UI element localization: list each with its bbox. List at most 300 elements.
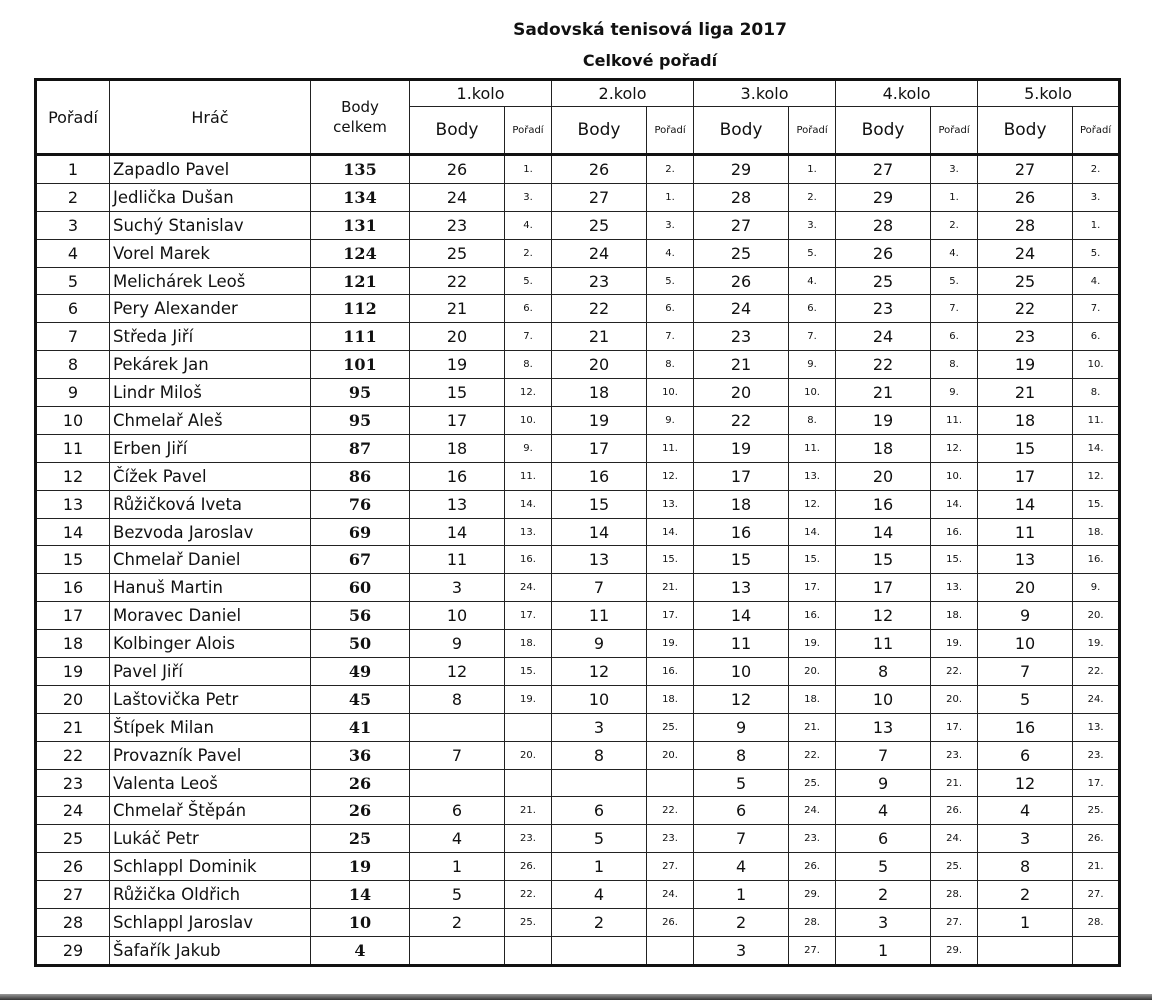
round-3-rank-cell: 29.	[789, 881, 836, 909]
round-3-points-cell: 6	[694, 797, 789, 825]
round-4-rank-cell: 29.	[931, 936, 978, 965]
round-5-rank-cell: 24.	[1073, 685, 1120, 713]
total-points-cell: 19	[311, 853, 410, 881]
total-points-cell: 4	[311, 936, 410, 965]
player-name-cell: Kolbinger Alois	[110, 630, 311, 658]
round-4-rank-cell: 25.	[931, 853, 978, 881]
round-3-points-cell: 14	[694, 602, 789, 630]
player-name-cell: Chmelař Aleš	[110, 407, 311, 435]
round-1-rank-cell: 1.	[505, 155, 552, 184]
round-1-points-cell: 7	[410, 741, 505, 769]
header-round-2: 2.kolo	[552, 80, 694, 107]
round-3-points-cell: 13	[694, 574, 789, 602]
round-4-points-cell: 20	[836, 462, 931, 490]
round-1-rank-cell: 26.	[505, 853, 552, 881]
round-3-points-cell: 17	[694, 462, 789, 490]
round-3-rank-cell: 11.	[789, 434, 836, 462]
total-points-cell: 101	[311, 351, 410, 379]
header-total-line1: Body	[341, 97, 379, 116]
round-3-rank-cell: 26.	[789, 853, 836, 881]
table-row	[36, 183, 1120, 211]
round-5-rank-cell	[1073, 936, 1120, 965]
round-1-points-cell: 21	[410, 295, 505, 323]
round-5-points-cell	[978, 936, 1073, 965]
table-row	[36, 630, 1120, 658]
page-subtitle: Celkové pořadí	[582, 51, 718, 70]
round-5-rank-cell: 22.	[1073, 658, 1120, 686]
round-5-points-cell: 18	[978, 407, 1073, 435]
table-row	[36, 490, 1120, 518]
round-4-points-cell: 3	[836, 909, 931, 937]
header-row-rounds	[36, 80, 1120, 107]
round-1-rank-cell: 14.	[505, 490, 552, 518]
round-1-rank-cell: 9.	[505, 434, 552, 462]
table-row	[36, 239, 1120, 267]
round-3-rank-cell: 20.	[789, 658, 836, 686]
rank-cell: 12	[36, 462, 110, 490]
round-4-points-cell: 4	[836, 797, 931, 825]
table-row	[36, 658, 1120, 686]
round-3-points-cell: 18	[694, 490, 789, 518]
round-2-points-cell: 24	[552, 239, 647, 267]
table-row	[36, 769, 1120, 797]
round-2-points-cell: 27	[552, 183, 647, 211]
round-1-points-cell: 25	[410, 239, 505, 267]
round-1-rank-cell: 23.	[505, 825, 552, 853]
rank-cell: 9	[36, 379, 110, 407]
header-round-1-points: Body	[410, 107, 505, 155]
round-3-rank-cell: 23.	[789, 825, 836, 853]
rank-cell: 6	[36, 295, 110, 323]
round-2-points-cell: 4	[552, 881, 647, 909]
round-1-points-cell: 24	[410, 183, 505, 211]
table-row	[36, 518, 1120, 546]
round-2-points-cell: 14	[552, 518, 647, 546]
round-3-rank-cell: 28.	[789, 909, 836, 937]
round-3-points-cell: 15	[694, 546, 789, 574]
round-3-rank-cell: 4.	[789, 267, 836, 295]
round-2-points-cell: 1	[552, 853, 647, 881]
round-2-rank-cell: 14.	[647, 518, 694, 546]
round-1-points-cell: 15	[410, 379, 505, 407]
round-3-points-cell: 21	[694, 351, 789, 379]
round-4-points-cell: 5	[836, 853, 931, 881]
rank-cell: 28	[36, 909, 110, 937]
rank-cell: 8	[36, 351, 110, 379]
total-points-cell: 111	[311, 323, 410, 351]
round-4-rank-cell: 23.	[931, 741, 978, 769]
round-4-rank-cell: 5.	[931, 267, 978, 295]
standings-table	[34, 78, 1121, 967]
round-4-points-cell: 28	[836, 211, 931, 239]
round-4-rank-cell: 20.	[931, 685, 978, 713]
rank-cell: 15	[36, 546, 110, 574]
rank-cell: 26	[36, 853, 110, 881]
round-2-rank-cell: 8.	[647, 351, 694, 379]
rank-cell: 20	[36, 685, 110, 713]
total-points-cell: 124	[311, 239, 410, 267]
header-round-3: 3.kolo	[694, 80, 836, 107]
player-name-cell: Středa Jiří	[110, 323, 311, 351]
round-2-rank-cell: 11.	[647, 434, 694, 462]
round-3-rank-cell: 10.	[789, 379, 836, 407]
header-total	[311, 80, 410, 155]
round-5-points-cell: 28	[978, 211, 1073, 239]
rank-cell: 2	[36, 183, 110, 211]
round-3-points-cell: 9	[694, 713, 789, 741]
round-4-points-cell: 1	[836, 936, 931, 965]
round-5-points-cell: 3	[978, 825, 1073, 853]
total-points-cell: 95	[311, 407, 410, 435]
round-5-points-cell: 4	[978, 797, 1073, 825]
round-3-points-cell: 1	[694, 881, 789, 909]
round-5-rank-cell: 16.	[1073, 546, 1120, 574]
rank-cell: 10	[36, 407, 110, 435]
round-5-rank-cell: 8.	[1073, 379, 1120, 407]
round-3-rank-cell: 19.	[789, 630, 836, 658]
round-3-points-cell: 24	[694, 295, 789, 323]
round-5-rank-cell: 9.	[1073, 574, 1120, 602]
total-points-cell: 36	[311, 741, 410, 769]
round-2-points-cell: 2	[552, 909, 647, 937]
round-1-rank-cell	[505, 713, 552, 741]
rank-cell: 29	[36, 936, 110, 965]
round-4-points-cell: 8	[836, 658, 931, 686]
rank-cell: 17	[36, 602, 110, 630]
rank-cell: 4	[36, 239, 110, 267]
round-5-points-cell: 7	[978, 658, 1073, 686]
bottom-edge-bar	[0, 994, 1152, 1000]
round-2-rank-cell: 19.	[647, 630, 694, 658]
round-1-points-cell: 1	[410, 853, 505, 881]
round-5-points-cell: 20	[978, 574, 1073, 602]
round-1-points-cell: 12	[410, 658, 505, 686]
total-points-cell: 50	[311, 630, 410, 658]
round-5-rank-cell: 15.	[1073, 490, 1120, 518]
round-4-rank-cell: 12.	[931, 434, 978, 462]
round-1-rank-cell: 15.	[505, 658, 552, 686]
round-2-points-cell: 5	[552, 825, 647, 853]
rank-cell: 11	[36, 434, 110, 462]
round-5-points-cell: 26	[978, 183, 1073, 211]
rank-cell: 3	[36, 211, 110, 239]
round-5-points-cell: 21	[978, 379, 1073, 407]
round-4-rank-cell: 22.	[931, 658, 978, 686]
round-5-points-cell: 5	[978, 685, 1073, 713]
table-row	[36, 741, 1120, 769]
round-4-rank-cell: 2.	[931, 211, 978, 239]
total-points-cell: 131	[311, 211, 410, 239]
round-4-rank-cell: 28.	[931, 881, 978, 909]
round-4-rank-cell: 6.	[931, 323, 978, 351]
player-name-cell: Schlappl Jaroslav	[110, 909, 311, 937]
round-3-rank-cell: 27.	[789, 936, 836, 965]
player-name-cell: Pery Alexander	[110, 295, 311, 323]
round-3-points-cell: 4	[694, 853, 789, 881]
round-1-points-cell	[410, 769, 505, 797]
round-1-points-cell: 10	[410, 602, 505, 630]
table-row	[36, 434, 1120, 462]
round-3-points-cell: 22	[694, 407, 789, 435]
player-name-cell: Šafařík Jakub	[110, 936, 311, 965]
player-name-cell: Chmelař Štěpán	[110, 797, 311, 825]
rank-cell: 14	[36, 518, 110, 546]
table-row	[36, 685, 1120, 713]
round-4-points-cell: 16	[836, 490, 931, 518]
round-4-rank-cell: 24.	[931, 825, 978, 853]
table-row	[36, 602, 1120, 630]
round-1-rank-cell: 6.	[505, 295, 552, 323]
round-5-rank-cell: 19.	[1073, 630, 1120, 658]
player-name-cell: Provazník Pavel	[110, 741, 311, 769]
rank-cell: 21	[36, 713, 110, 741]
table-row	[36, 713, 1120, 741]
round-5-rank-cell: 17.	[1073, 769, 1120, 797]
round-5-rank-cell: 14.	[1073, 434, 1120, 462]
player-name-cell: Pekárek Jan	[110, 351, 311, 379]
round-5-rank-cell: 18.	[1073, 518, 1120, 546]
round-1-points-cell: 6	[410, 797, 505, 825]
round-3-rank-cell: 15.	[789, 546, 836, 574]
round-2-rank-cell: 24.	[647, 881, 694, 909]
header-round-4-rank: Pořadí	[931, 107, 978, 155]
round-1-rank-cell: 21.	[505, 797, 552, 825]
round-3-rank-cell: 2.	[789, 183, 836, 211]
round-4-rank-cell: 18.	[931, 602, 978, 630]
round-4-rank-cell: 11.	[931, 407, 978, 435]
round-2-points-cell: 20	[552, 351, 647, 379]
total-points-cell: 45	[311, 685, 410, 713]
table-row	[36, 351, 1120, 379]
round-1-rank-cell: 19.	[505, 685, 552, 713]
round-1-rank-cell: 8.	[505, 351, 552, 379]
round-4-rank-cell: 26.	[931, 797, 978, 825]
total-points-cell: 76	[311, 490, 410, 518]
round-1-points-cell: 14	[410, 518, 505, 546]
table-row	[36, 574, 1120, 602]
round-1-rank-cell: 18.	[505, 630, 552, 658]
round-3-points-cell: 2	[694, 909, 789, 937]
rank-cell: 27	[36, 881, 110, 909]
round-2-rank-cell: 2.	[647, 155, 694, 184]
round-2-points-cell: 17	[552, 434, 647, 462]
round-2-rank-cell: 17.	[647, 602, 694, 630]
round-2-points-cell: 16	[552, 462, 647, 490]
round-3-points-cell: 8	[694, 741, 789, 769]
player-name-cell: Vorel Marek	[110, 239, 311, 267]
round-4-points-cell: 6	[836, 825, 931, 853]
player-name-cell: Čížek Pavel	[110, 462, 311, 490]
round-4-points-cell: 23	[836, 295, 931, 323]
round-5-rank-cell: 11.	[1073, 407, 1120, 435]
total-points-cell: 25	[311, 825, 410, 853]
round-1-rank-cell	[505, 936, 552, 965]
page-title: Sadovská tenisová liga 2017	[513, 20, 787, 40]
round-3-points-cell: 19	[694, 434, 789, 462]
table-row	[36, 211, 1120, 239]
player-name-cell: Chmelař Daniel	[110, 546, 311, 574]
round-1-points-cell: 11	[410, 546, 505, 574]
round-2-points-cell: 18	[552, 379, 647, 407]
round-4-points-cell: 11	[836, 630, 931, 658]
rank-cell: 13	[36, 490, 110, 518]
table-row	[36, 853, 1120, 881]
header-round-1-rank: Pořadí	[505, 107, 552, 155]
header-total-line2: celkem	[333, 118, 387, 136]
table-row	[36, 407, 1120, 435]
round-4-points-cell: 9	[836, 769, 931, 797]
total-points-cell: 26	[311, 769, 410, 797]
round-4-rank-cell: 10.	[931, 462, 978, 490]
round-2-points-cell: 3	[552, 713, 647, 741]
player-name-cell: Lindr Miloš	[110, 379, 311, 407]
round-2-rank-cell: 25.	[647, 713, 694, 741]
round-2-points-cell: 19	[552, 407, 647, 435]
round-5-points-cell: 13	[978, 546, 1073, 574]
round-1-rank-cell: 10.	[505, 407, 552, 435]
player-name-cell: Erben Jiří	[110, 434, 311, 462]
round-4-rank-cell: 17.	[931, 713, 978, 741]
round-5-rank-cell: 12.	[1073, 462, 1120, 490]
round-2-points-cell: 9	[552, 630, 647, 658]
round-1-points-cell: 2	[410, 909, 505, 937]
table-row	[36, 797, 1120, 825]
header-round-3-rank: Pořadí	[789, 107, 836, 155]
round-5-points-cell: 27	[978, 155, 1073, 184]
round-2-points-cell: 23	[552, 267, 647, 295]
round-4-rank-cell: 21.	[931, 769, 978, 797]
round-3-points-cell: 25	[694, 239, 789, 267]
round-5-points-cell: 22	[978, 295, 1073, 323]
table-row	[36, 295, 1120, 323]
total-points-cell: 87	[311, 434, 410, 462]
rank-cell: 16	[36, 574, 110, 602]
table-row	[36, 155, 1120, 184]
round-5-points-cell: 9	[978, 602, 1073, 630]
round-5-points-cell: 23	[978, 323, 1073, 351]
round-5-points-cell: 16	[978, 713, 1073, 741]
round-4-rank-cell: 8.	[931, 351, 978, 379]
round-1-rank-cell: 2.	[505, 239, 552, 267]
round-5-rank-cell: 23.	[1073, 741, 1120, 769]
round-1-points-cell: 19	[410, 351, 505, 379]
round-4-rank-cell: 13.	[931, 574, 978, 602]
rank-cell: 22	[36, 741, 110, 769]
round-2-points-cell: 15	[552, 490, 647, 518]
round-2-rank-cell: 15.	[647, 546, 694, 574]
round-1-points-cell: 26	[410, 155, 505, 184]
header-round-2-rank: Pořadí	[647, 107, 694, 155]
round-2-points-cell: 11	[552, 602, 647, 630]
round-2-rank-cell: 3.	[647, 211, 694, 239]
round-4-points-cell: 14	[836, 518, 931, 546]
round-3-rank-cell: 13.	[789, 462, 836, 490]
round-3-points-cell: 26	[694, 267, 789, 295]
round-5-points-cell: 10	[978, 630, 1073, 658]
round-4-points-cell: 7	[836, 741, 931, 769]
round-2-points-cell: 25	[552, 211, 647, 239]
round-2-points-cell: 7	[552, 574, 647, 602]
round-3-rank-cell: 25.	[789, 769, 836, 797]
standings-body	[36, 155, 1120, 966]
round-5-points-cell: 19	[978, 351, 1073, 379]
round-3-points-cell: 12	[694, 685, 789, 713]
round-2-points-cell	[552, 936, 647, 965]
round-1-rank-cell: 5.	[505, 267, 552, 295]
round-5-rank-cell: 20.	[1073, 602, 1120, 630]
round-3-rank-cell: 21.	[789, 713, 836, 741]
header-round-1: 1.kolo	[410, 80, 552, 107]
round-2-rank-cell: 7.	[647, 323, 694, 351]
total-points-cell: 121	[311, 267, 410, 295]
round-5-rank-cell: 28.	[1073, 909, 1120, 937]
round-2-rank-cell: 1.	[647, 183, 694, 211]
round-2-rank-cell: 5.	[647, 267, 694, 295]
total-points-cell: 26	[311, 797, 410, 825]
total-points-cell: 86	[311, 462, 410, 490]
round-4-rank-cell: 1.	[931, 183, 978, 211]
round-2-rank-cell: 6.	[647, 295, 694, 323]
player-name-cell: Růžičková Iveta	[110, 490, 311, 518]
table-row	[36, 546, 1120, 574]
player-name-cell: Lukáč Petr	[110, 825, 311, 853]
round-3-rank-cell: 18.	[789, 685, 836, 713]
total-points-cell: 135	[311, 155, 410, 184]
round-1-points-cell: 5	[410, 881, 505, 909]
round-5-points-cell: 11	[978, 518, 1073, 546]
round-4-points-cell: 10	[836, 685, 931, 713]
round-3-rank-cell: 5.	[789, 239, 836, 267]
header-round-5-points: Body	[978, 107, 1073, 155]
round-5-rank-cell: 21.	[1073, 853, 1120, 881]
round-5-points-cell: 17	[978, 462, 1073, 490]
round-1-rank-cell: 7.	[505, 323, 552, 351]
table-row	[36, 909, 1120, 937]
round-4-points-cell: 2	[836, 881, 931, 909]
round-5-rank-cell: 2.	[1073, 155, 1120, 184]
round-5-rank-cell: 4.	[1073, 267, 1120, 295]
player-name-cell: Schlappl Dominik	[110, 853, 311, 881]
round-3-points-cell: 20	[694, 379, 789, 407]
round-4-points-cell: 27	[836, 155, 931, 184]
round-4-rank-cell: 27.	[931, 909, 978, 937]
player-name-cell: Melichárek Leoš	[110, 267, 311, 295]
round-2-rank-cell: 18.	[647, 685, 694, 713]
rank-cell: 25	[36, 825, 110, 853]
round-4-points-cell: 15	[836, 546, 931, 574]
round-3-rank-cell: 8.	[789, 407, 836, 435]
round-5-points-cell: 12	[978, 769, 1073, 797]
round-3-points-cell: 28	[694, 183, 789, 211]
total-points-cell: 14	[311, 881, 410, 909]
round-5-rank-cell: 3.	[1073, 183, 1120, 211]
round-2-points-cell: 13	[552, 546, 647, 574]
round-1-points-cell: 16	[410, 462, 505, 490]
round-3-rank-cell: 24.	[789, 797, 836, 825]
round-4-points-cell: 13	[836, 713, 931, 741]
rank-cell: 5	[36, 267, 110, 295]
round-1-rank-cell: 20.	[505, 741, 552, 769]
round-4-rank-cell: 9.	[931, 379, 978, 407]
round-2-points-cell: 6	[552, 797, 647, 825]
round-5-points-cell: 6	[978, 741, 1073, 769]
player-name-cell: Laštovička Petr	[110, 685, 311, 713]
round-4-points-cell: 25	[836, 267, 931, 295]
round-1-rank-cell: 13.	[505, 518, 552, 546]
header-player: Hráč	[110, 80, 311, 155]
round-3-points-cell: 29	[694, 155, 789, 184]
table-row	[36, 881, 1120, 909]
